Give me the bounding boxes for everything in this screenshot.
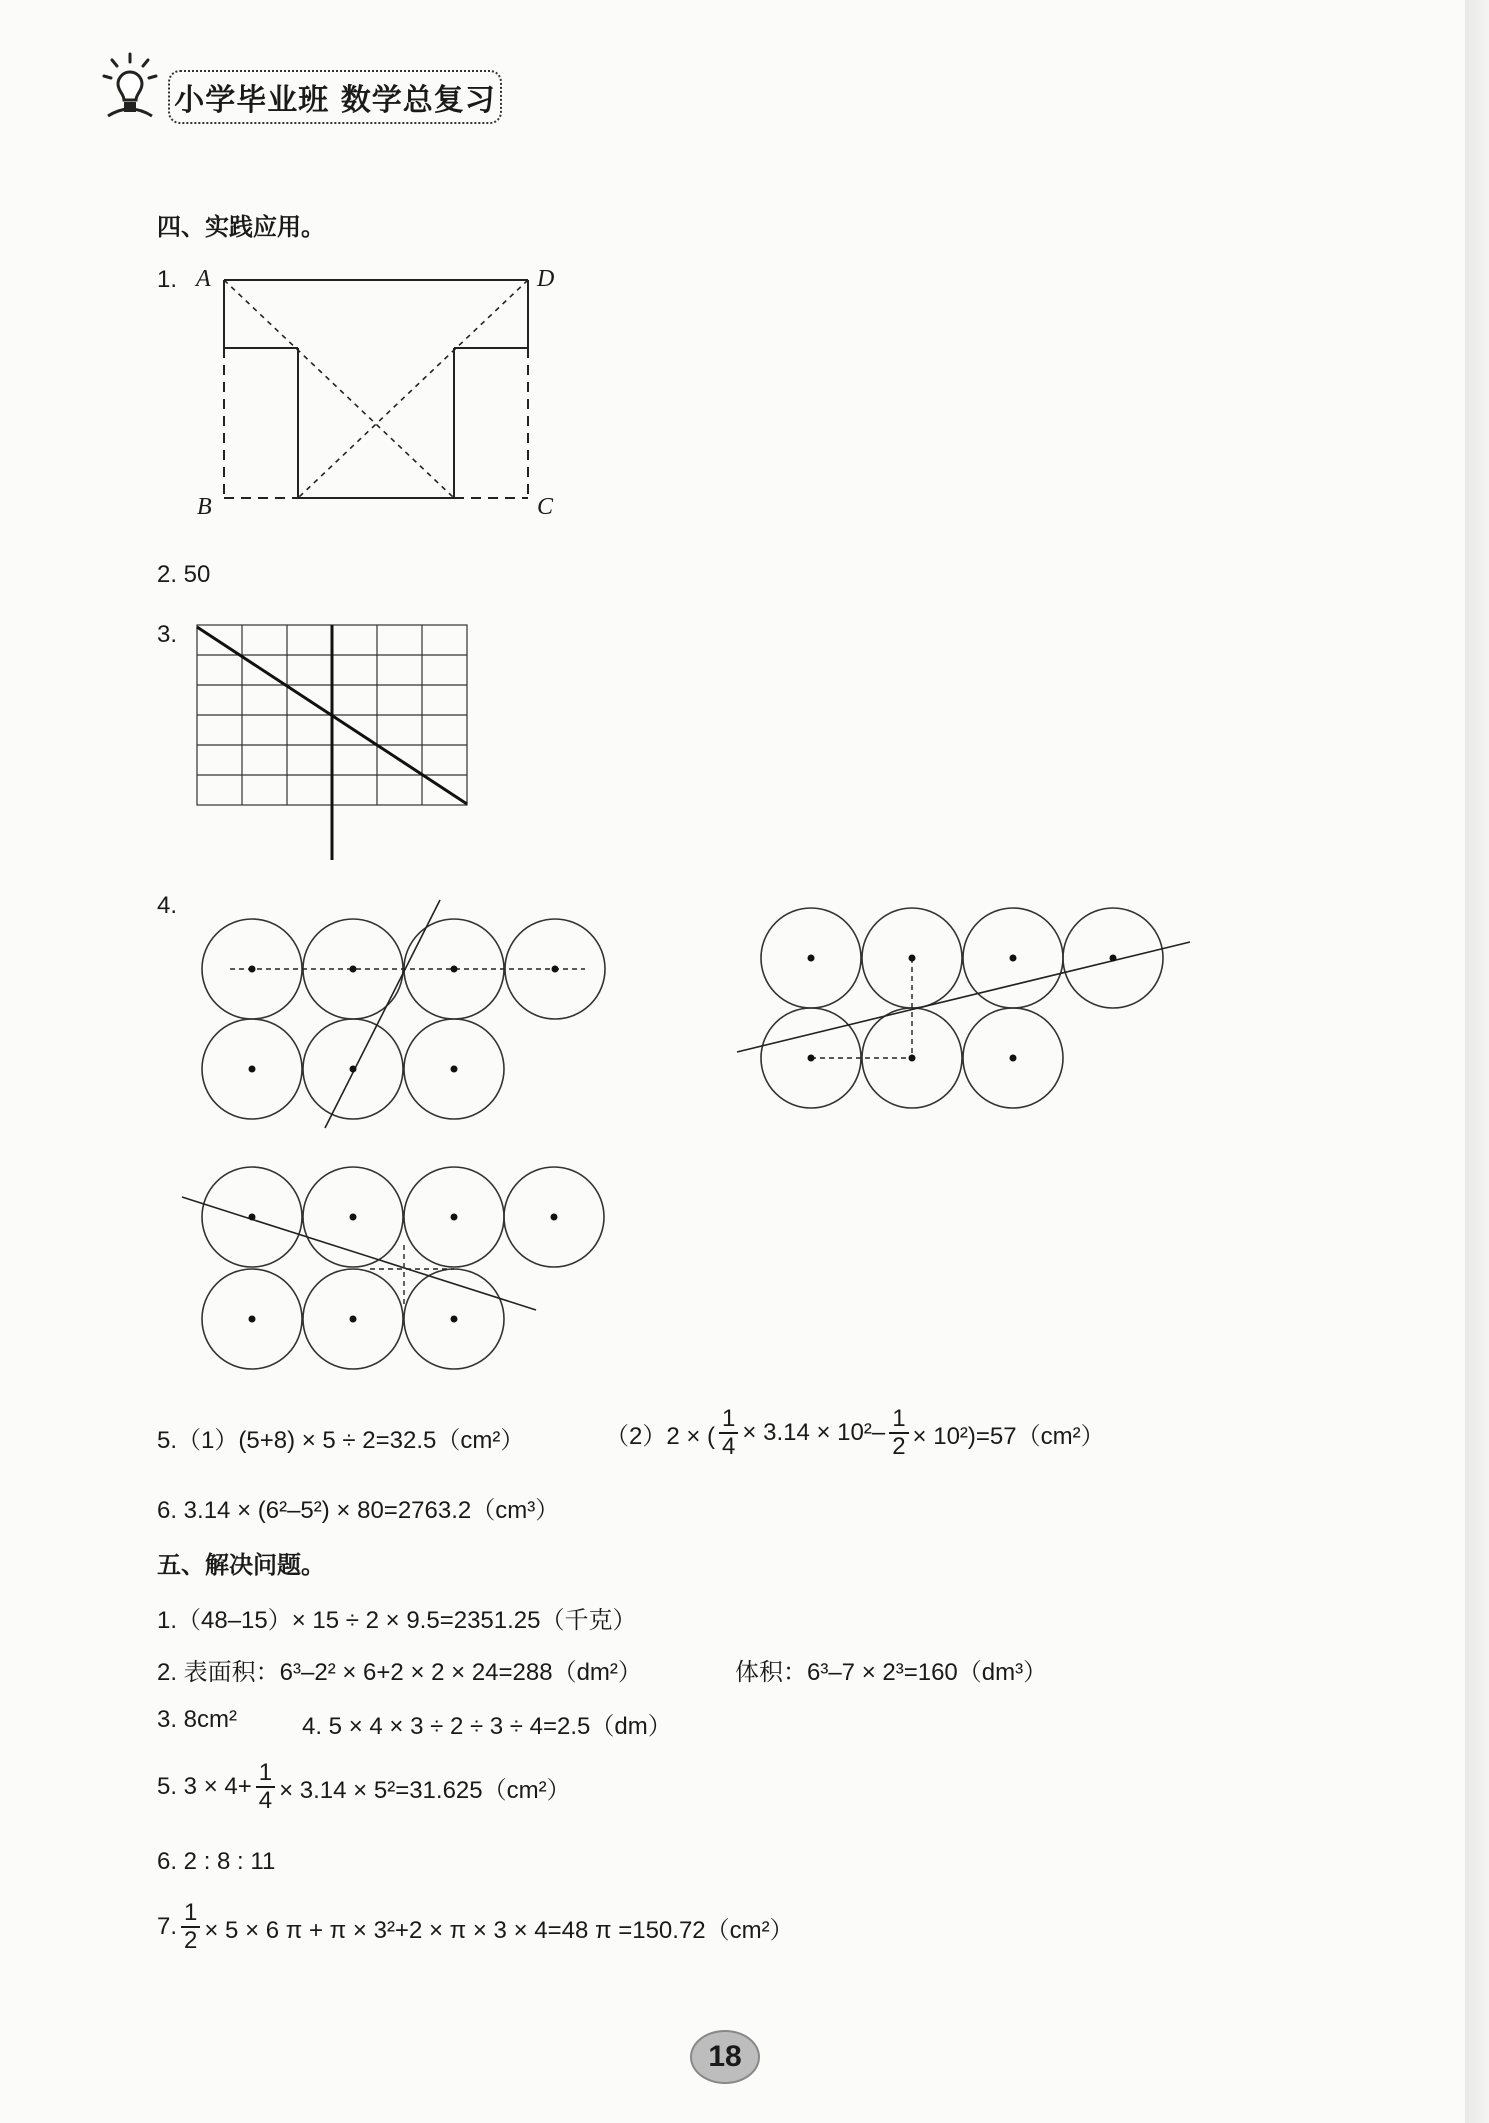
label-c: C [537,494,554,520]
label-d: D [537,266,555,292]
p5-q5 [157,1760,571,1815]
fraction-numerator: 1 [256,1760,275,1788]
p5-q4: 4. 5 × 4 × 3 ÷ 2 ÷ 3 ÷ 4=2.5（dm） [302,1713,672,1740]
q5-part2-mid: × 3.14 × 10²– [742,1419,886,1447]
page-number: 18 [690,2030,760,2084]
section-heading-5: 五、解决问题。 [157,1551,325,1579]
q1-number: 1. [157,266,178,293]
q5-part1: 5.（1）(5+8) × 5 ÷ 2=32.5（cm²） [157,1427,525,1454]
q4-figure-2 [735,880,1195,1120]
header-title: 小学毕业班 数学总复习 [168,70,502,124]
p5-q7 [157,1900,794,1955]
page-edge [1465,0,1489,2123]
fraction-one-half [889,1406,908,1461]
fraction-one-quarter [256,1760,275,1815]
label-b: B [197,494,212,520]
p5-q1: 1.（48–15）× 15 ÷ 2 × 9.5=2351.25（千克） [157,1607,637,1634]
q4-figure-1 [190,880,620,1140]
q5-part2-pre: （2）2 × ( [605,1422,716,1450]
p5-q3: 3. 8cm² [157,1706,238,1733]
q4-number: 4. [157,892,178,919]
q4-figure-3 [180,1165,600,1385]
p5-q2-surface: 2. 表面积：6³–2² × 6+2 × 2 × 24=288（dm²） [157,1659,642,1686]
q3-number: 3. [157,621,178,648]
fraction-denominator: 2 [892,1433,906,1461]
q2-answer: 2. 50 [157,561,211,588]
q3-grid-figure [196,624,470,864]
fraction-one-half [181,1900,200,1955]
p5-q2-volume: 体积：6³–7 × 2³=160（dm³） [735,1659,1048,1686]
q5-part2 [605,1406,1105,1461]
p5-q5-post: × 3.14 × 5²=31.625（cm²） [279,1776,571,1804]
q6-answer: 6. 3.14 × (6²–5²) × 80=2763.2（cm³） [157,1497,560,1524]
lightbulb-icon [100,52,160,122]
q1-figure [222,278,530,502]
p5-q5-pre: 5. 3 × 4+ [157,1773,252,1801]
fraction-one-quarter [719,1406,738,1461]
p5-q7-pre: 7. [157,1913,178,1941]
q5-part2-post: × 10²)=57（cm²） [912,1422,1105,1450]
fraction-denominator: 2 [184,1927,198,1955]
fraction-numerator: 1 [889,1406,908,1434]
p5-q6: 6. 2 : 8 : 11 [157,1848,276,1875]
p5-q7-post: × 5 × 6 π + π × 3²+2 × π × 3 × 4=48 π =150.72（cm²） [204,1916,794,1944]
label-a: A [196,266,211,292]
fraction-denominator: 4 [258,1787,273,1815]
fraction-denominator: 4 [722,1433,736,1461]
fraction-numerator: 1 [719,1406,738,1434]
section-heading-4: 四、实践应用。 [157,213,325,241]
fraction-numerator: 1 [181,1900,200,1928]
